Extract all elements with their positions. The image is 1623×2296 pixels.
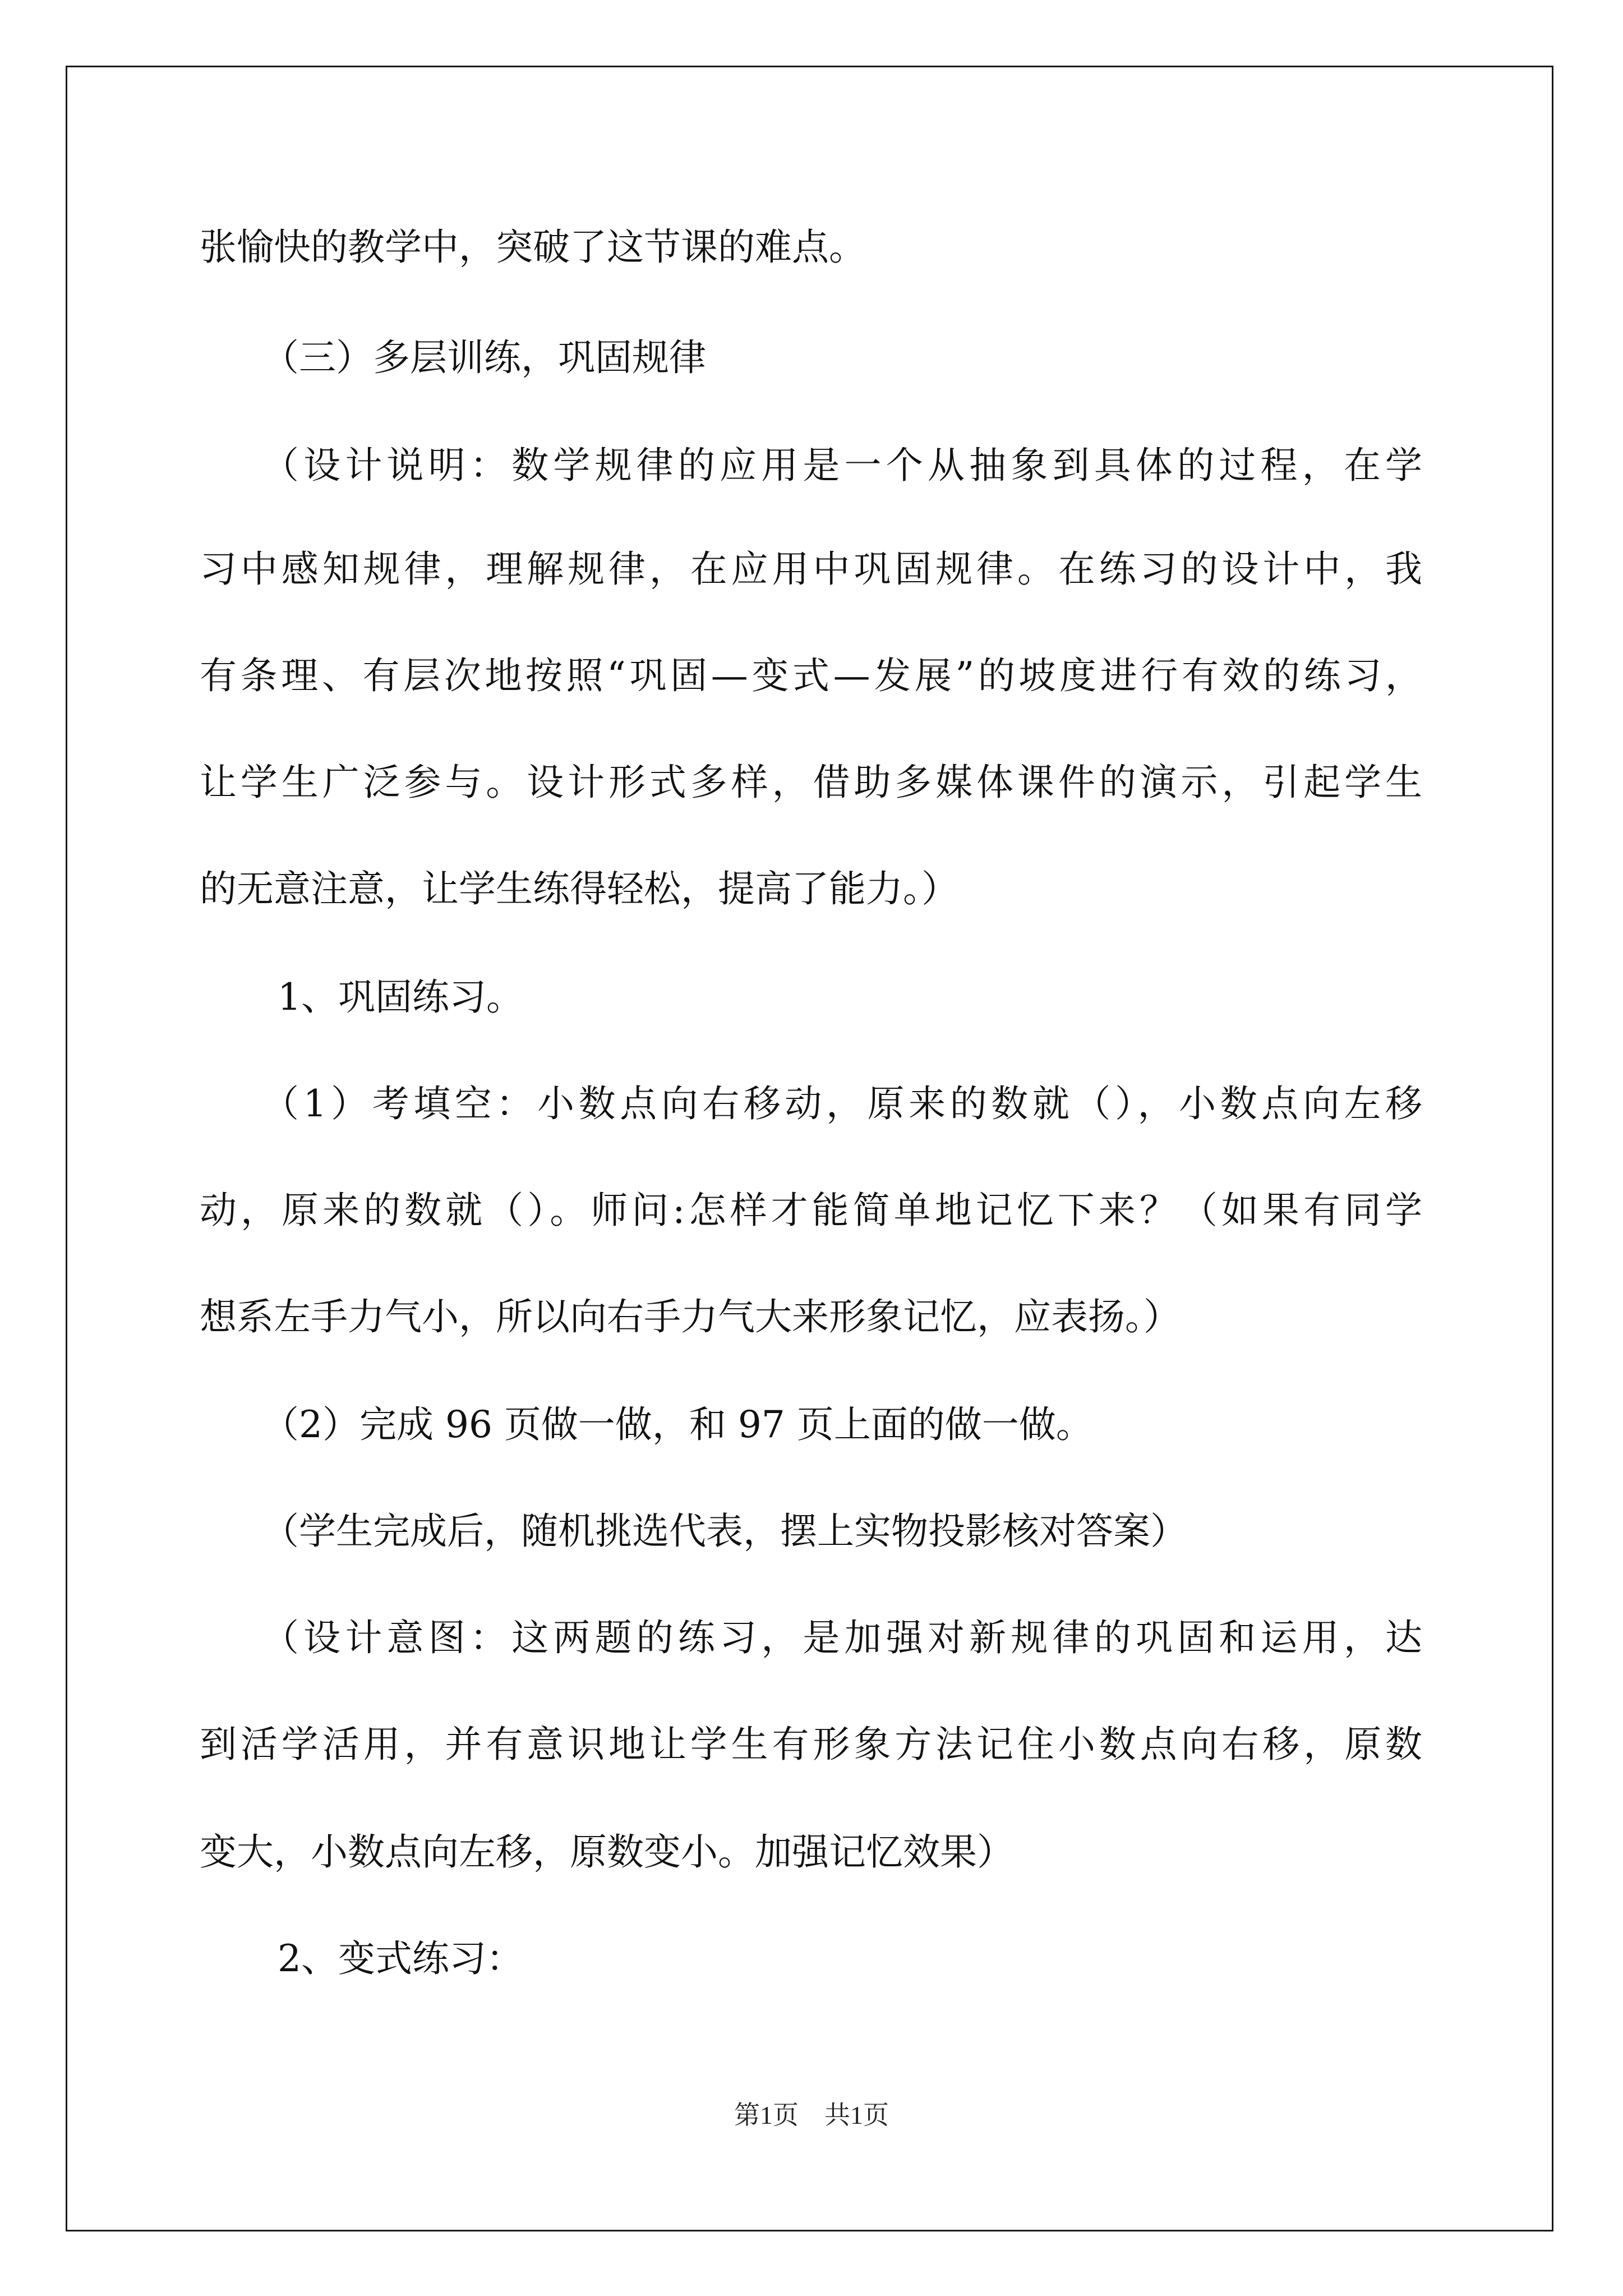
text-line-6: 让学生广泛参与。设计形式多样，借助多媒体课件的演示，引起学生 xyxy=(200,761,1422,804)
page-footer: 第1页 共1页 xyxy=(734,2101,889,2129)
subsection-heading-1: 1、巩固练习。 xyxy=(278,976,523,1019)
text-line-4: 习中感知规律，理解规律，在应用中巩固规律。在练习的设计中，我 xyxy=(200,547,1422,591)
text-line-14: （设计意图：这两题的练习，是加强对新规律的巩固和运用，达 xyxy=(262,1616,1422,1659)
text-line-15: 到活学活用，并有意识地让学生有形象方法记住小数点向右移，原数 xyxy=(200,1723,1422,1766)
text-line-3: （设计说明：数学规律的应用是一个从抽象到具体的过程，在学 xyxy=(262,444,1422,487)
text-line-5: 有条理、有层次地按照“巩固—变式—发展”的坡度进行有效的练习， xyxy=(200,654,1422,697)
text-line-1: 张愉快的教学中，突破了这节课的难点。 xyxy=(200,226,866,269)
text-line-10: 动，原来的数就（）。师问:怎样才能简单地记忆下来？（如果有同学 xyxy=(200,1189,1422,1232)
text-line-9: （1）考填空：小数点向右移动，原来的数就（），小数点向左移 xyxy=(262,1082,1422,1125)
text-line-11: 想系左手力气小，所以向右手力气大来形象记忆，应表扬。） xyxy=(200,1295,1181,1338)
section-heading: （三）多层训练，巩固规律 xyxy=(262,336,706,379)
text-line-16: 变大，小数点向左移，原数变小。加强记忆效果） xyxy=(200,1830,1014,1874)
text-line-13: （学生完成后，随机挑选代表，摆上实物投影核对答案） xyxy=(262,1510,1187,1553)
subsection-heading-2: 2、变式练习： xyxy=(278,1937,523,1980)
page-border xyxy=(66,66,1553,2231)
text-line-12: （2）完成 96 页做一做，和 97 页上面的做一做。 xyxy=(262,1403,1093,1446)
text-line-7: 的无意注意，让学生练得轻松，提高了能力。） xyxy=(200,867,958,910)
